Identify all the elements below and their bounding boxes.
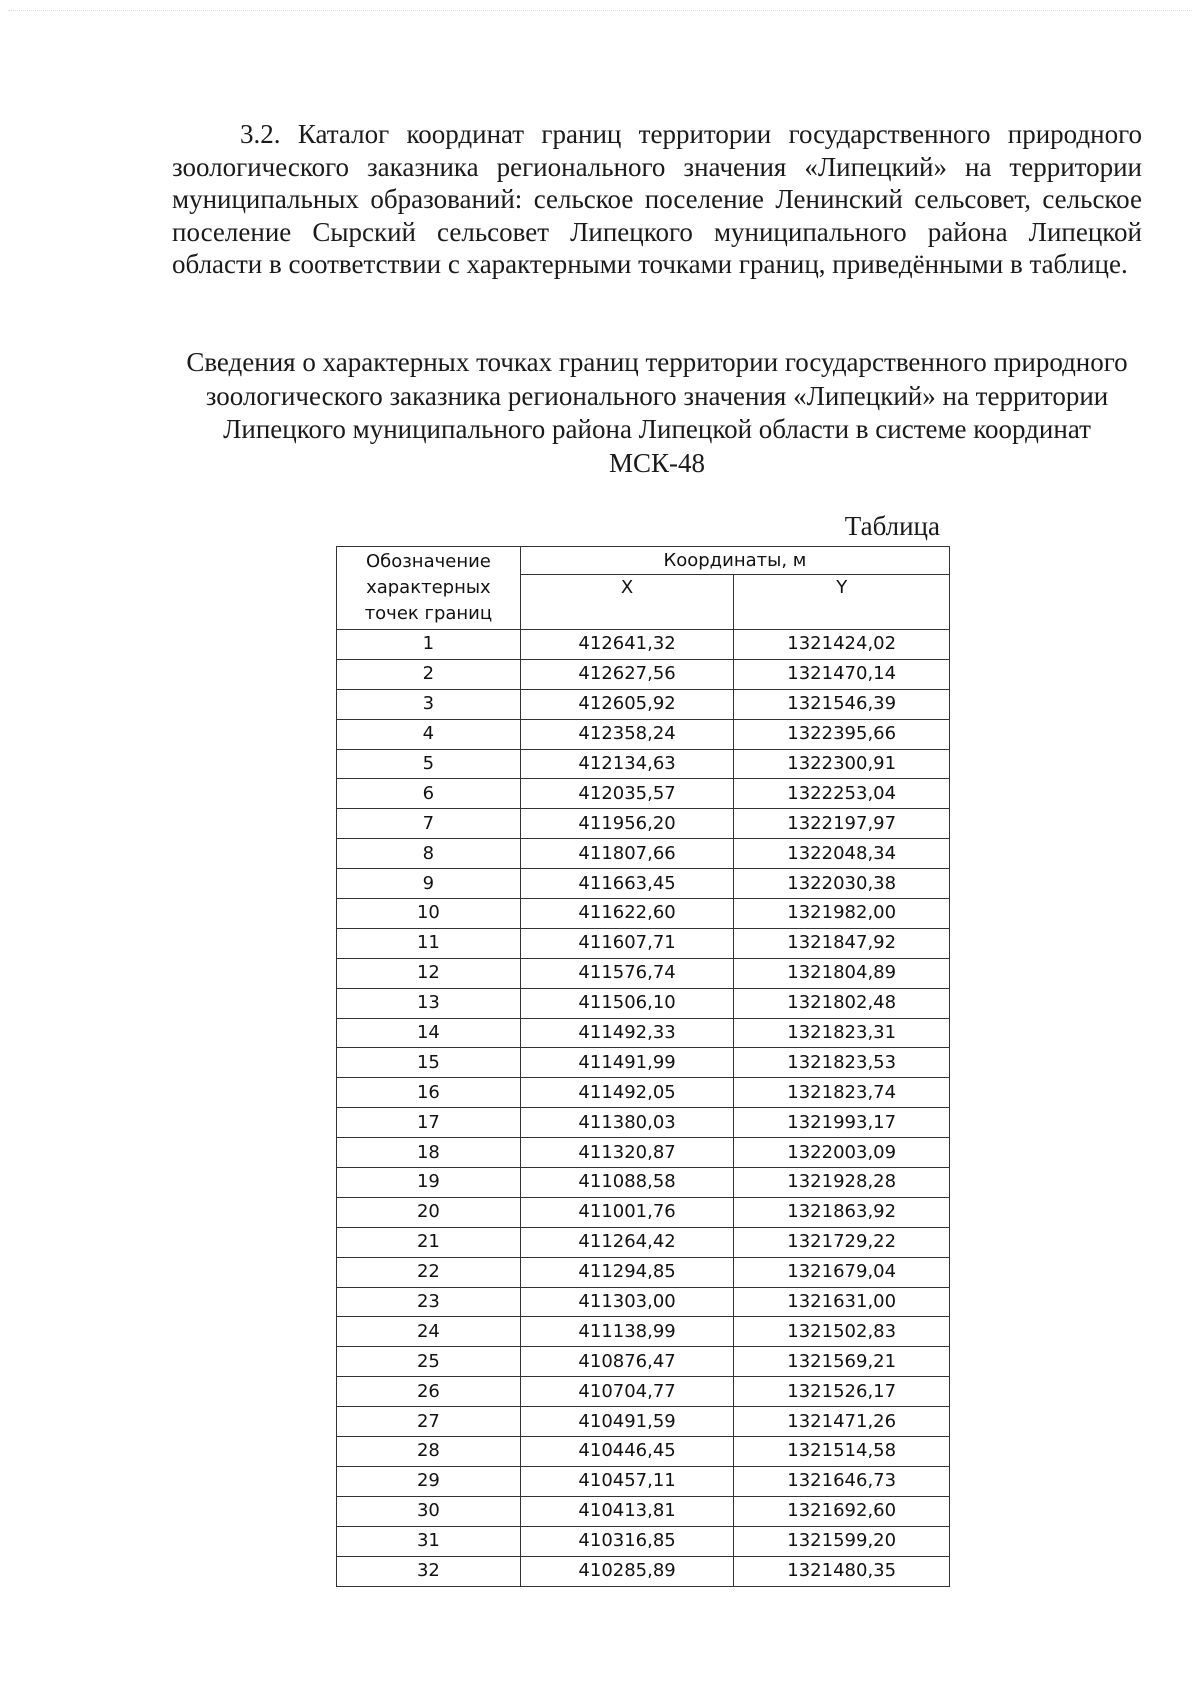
cell-y: 1321993,17 — [734, 1108, 950, 1138]
cell-x: 411492,05 — [520, 1078, 734, 1108]
cell-point: 29 — [337, 1466, 521, 1496]
cell-point: 14 — [337, 1018, 521, 1048]
table-row — [337, 1407, 950, 1437]
cell-y: 1322030,38 — [734, 869, 950, 899]
header-x: X — [520, 575, 734, 630]
table-row — [337, 958, 950, 988]
cell-point: 27 — [337, 1407, 521, 1437]
cell-y: 1321569,21 — [734, 1347, 950, 1377]
cell-point: 1 — [337, 630, 521, 660]
table-row — [337, 1168, 950, 1198]
scan-artifact-line — [8, 10, 1192, 15]
cell-point: 23 — [337, 1287, 521, 1317]
table-row — [337, 1197, 950, 1227]
cell-x: 411294,85 — [520, 1257, 734, 1287]
cell-point: 15 — [337, 1048, 521, 1078]
cell-y: 1321480,35 — [734, 1556, 950, 1586]
table-row — [337, 1437, 950, 1467]
cell-y: 1321692,60 — [734, 1496, 950, 1526]
cell-x: 410491,59 — [520, 1407, 734, 1437]
cell-point: 24 — [337, 1317, 521, 1347]
table-row — [337, 1287, 950, 1317]
cell-y: 1321546,39 — [734, 689, 950, 719]
cell-point: 21 — [337, 1227, 521, 1257]
cell-x: 412134,63 — [520, 749, 734, 779]
cell-point: 11 — [337, 928, 521, 958]
cell-point: 12 — [337, 958, 521, 988]
cell-point: 16 — [337, 1078, 521, 1108]
table-row — [337, 839, 950, 869]
header-coords-group: Координаты, м — [520, 547, 949, 575]
cell-x: 412358,24 — [520, 719, 734, 749]
intro-paragraph: 3.2. Каталог координат границ территории государственного природного зоологического заказника регионального значения «Липецкий» на территории муниципальных образований: сельское поселение Ленинский сельсовет, сельское поселение Сырский сельсовет Липецкого муниципального района Липецкой области в соответствии с характерными точками границ, приведёнными в таблице. — [172, 119, 1142, 279]
cell-y: 1321804,89 — [734, 958, 950, 988]
cell-point: 13 — [337, 988, 521, 1018]
cell-x: 410285,89 — [520, 1556, 734, 1586]
table-row — [337, 1466, 950, 1496]
cell-y: 1321679,04 — [734, 1257, 950, 1287]
table-row — [337, 809, 950, 839]
cell-x: 410876,47 — [520, 1347, 734, 1377]
cell-point: 17 — [337, 1108, 521, 1138]
table-row — [337, 1377, 950, 1407]
cell-y: 1322395,66 — [734, 719, 950, 749]
cell-y: 1321863,92 — [734, 1197, 950, 1227]
cell-x: 411088,58 — [520, 1168, 734, 1198]
cell-y: 1321982,00 — [734, 899, 950, 929]
table-row — [337, 1227, 950, 1257]
cell-point: 9 — [337, 869, 521, 899]
table-row — [337, 1496, 950, 1526]
table-row — [337, 1526, 950, 1556]
cell-y: 1321631,00 — [734, 1287, 950, 1317]
cell-y: 1321646,73 — [734, 1466, 950, 1496]
table-row — [337, 1138, 950, 1168]
cell-x: 411264,42 — [520, 1227, 734, 1257]
cell-x: 410704,77 — [520, 1377, 734, 1407]
cell-point: 30 — [337, 1496, 521, 1526]
cell-y: 1321928,28 — [734, 1168, 950, 1198]
cell-x: 411607,71 — [520, 928, 734, 958]
cell-point: 4 — [337, 719, 521, 749]
cell-x: 411138,99 — [520, 1317, 734, 1347]
cell-x: 411807,66 — [520, 839, 734, 869]
cell-point: 18 — [337, 1138, 521, 1168]
cell-x: 411303,00 — [520, 1287, 734, 1317]
cell-x: 412605,92 — [520, 689, 734, 719]
cell-x: 410446,45 — [520, 1437, 734, 1467]
cell-x: 410457,11 — [520, 1466, 734, 1496]
table-row — [337, 1018, 950, 1048]
table-row — [337, 1556, 950, 1586]
cell-y: 1321729,22 — [734, 1227, 950, 1257]
cell-y: 1321847,92 — [734, 928, 950, 958]
table-row — [337, 1257, 950, 1287]
cell-y: 1322253,04 — [734, 779, 950, 809]
table-row — [337, 749, 950, 779]
cell-y: 1321823,53 — [734, 1048, 950, 1078]
table-row — [337, 869, 950, 899]
cell-y: 1321526,17 — [734, 1377, 950, 1407]
cell-x: 412035,57 — [520, 779, 734, 809]
cell-point: 7 — [337, 809, 521, 839]
section-heading: Сведения о характерных точках границ территории государственного природного зоологического заказника регионального значения «Липецкий» на территории Липецкого муниципального района Липецкой области в системе координат МСК-48 — [186, 347, 1128, 478]
cell-y: 1321599,20 — [734, 1526, 950, 1556]
cell-x: 412627,56 — [520, 659, 734, 689]
cell-point: 8 — [337, 839, 521, 869]
header-y: Y — [734, 575, 950, 630]
table-body — [337, 630, 950, 1587]
table-row — [337, 630, 950, 660]
cell-x: 411663,45 — [520, 869, 734, 899]
header-point-column: Обозначение характерных точек границ — [337, 547, 521, 630]
cell-x: 411380,03 — [520, 1108, 734, 1138]
table-row — [337, 1108, 950, 1138]
cell-x: 411492,33 — [520, 1018, 734, 1048]
cell-y: 1321470,14 — [734, 659, 950, 689]
table-caption: Таблица — [844, 511, 940, 541]
cell-x: 412641,32 — [520, 630, 734, 660]
cell-point: 19 — [337, 1168, 521, 1198]
cell-x: 411001,76 — [520, 1197, 734, 1227]
cell-x: 411576,74 — [520, 958, 734, 988]
cell-point: 5 — [337, 749, 521, 779]
table-row — [337, 988, 950, 1018]
cell-y: 1321502,83 — [734, 1317, 950, 1347]
table-row — [337, 1048, 950, 1078]
cell-y: 1322300,91 — [734, 749, 950, 779]
table-row — [337, 1347, 950, 1377]
cell-y: 1321802,48 — [734, 988, 950, 1018]
cell-x: 411956,20 — [520, 809, 734, 839]
cell-x: 411320,87 — [520, 1138, 734, 1168]
cell-x: 410316,85 — [520, 1526, 734, 1556]
table-row — [337, 899, 950, 929]
table-row — [337, 928, 950, 958]
table-row — [337, 1317, 950, 1347]
coordinates-table — [336, 546, 950, 1587]
cell-point: 32 — [337, 1556, 521, 1586]
cell-y: 1321471,26 — [734, 1407, 950, 1437]
cell-point: 20 — [337, 1197, 521, 1227]
cell-x: 411622,60 — [520, 899, 734, 929]
cell-point: 3 — [337, 689, 521, 719]
cell-x: 411506,10 — [520, 988, 734, 1018]
cell-point: 6 — [337, 779, 521, 809]
cell-y: 1322003,09 — [734, 1138, 950, 1168]
table-row — [337, 659, 950, 689]
cell-point: 22 — [337, 1257, 521, 1287]
cell-y: 1322048,34 — [734, 839, 950, 869]
cell-x: 410413,81 — [520, 1496, 734, 1526]
cell-point: 2 — [337, 659, 521, 689]
table-row — [337, 1078, 950, 1108]
table-row — [337, 779, 950, 809]
table-header — [337, 547, 950, 630]
cell-y: 1321823,31 — [734, 1018, 950, 1048]
cell-point: 26 — [337, 1377, 521, 1407]
cell-x: 411491,99 — [520, 1048, 734, 1078]
cell-y: 1321823,74 — [734, 1078, 950, 1108]
cell-y: 1322197,97 — [734, 809, 950, 839]
cell-point: 25 — [337, 1347, 521, 1377]
cell-y: 1321424,02 — [734, 630, 950, 660]
cell-point: 28 — [337, 1437, 521, 1467]
table-row — [337, 719, 950, 749]
cell-point: 10 — [337, 899, 521, 929]
table-row — [337, 689, 950, 719]
cell-y: 1321514,58 — [734, 1437, 950, 1467]
cell-point: 31 — [337, 1526, 521, 1556]
